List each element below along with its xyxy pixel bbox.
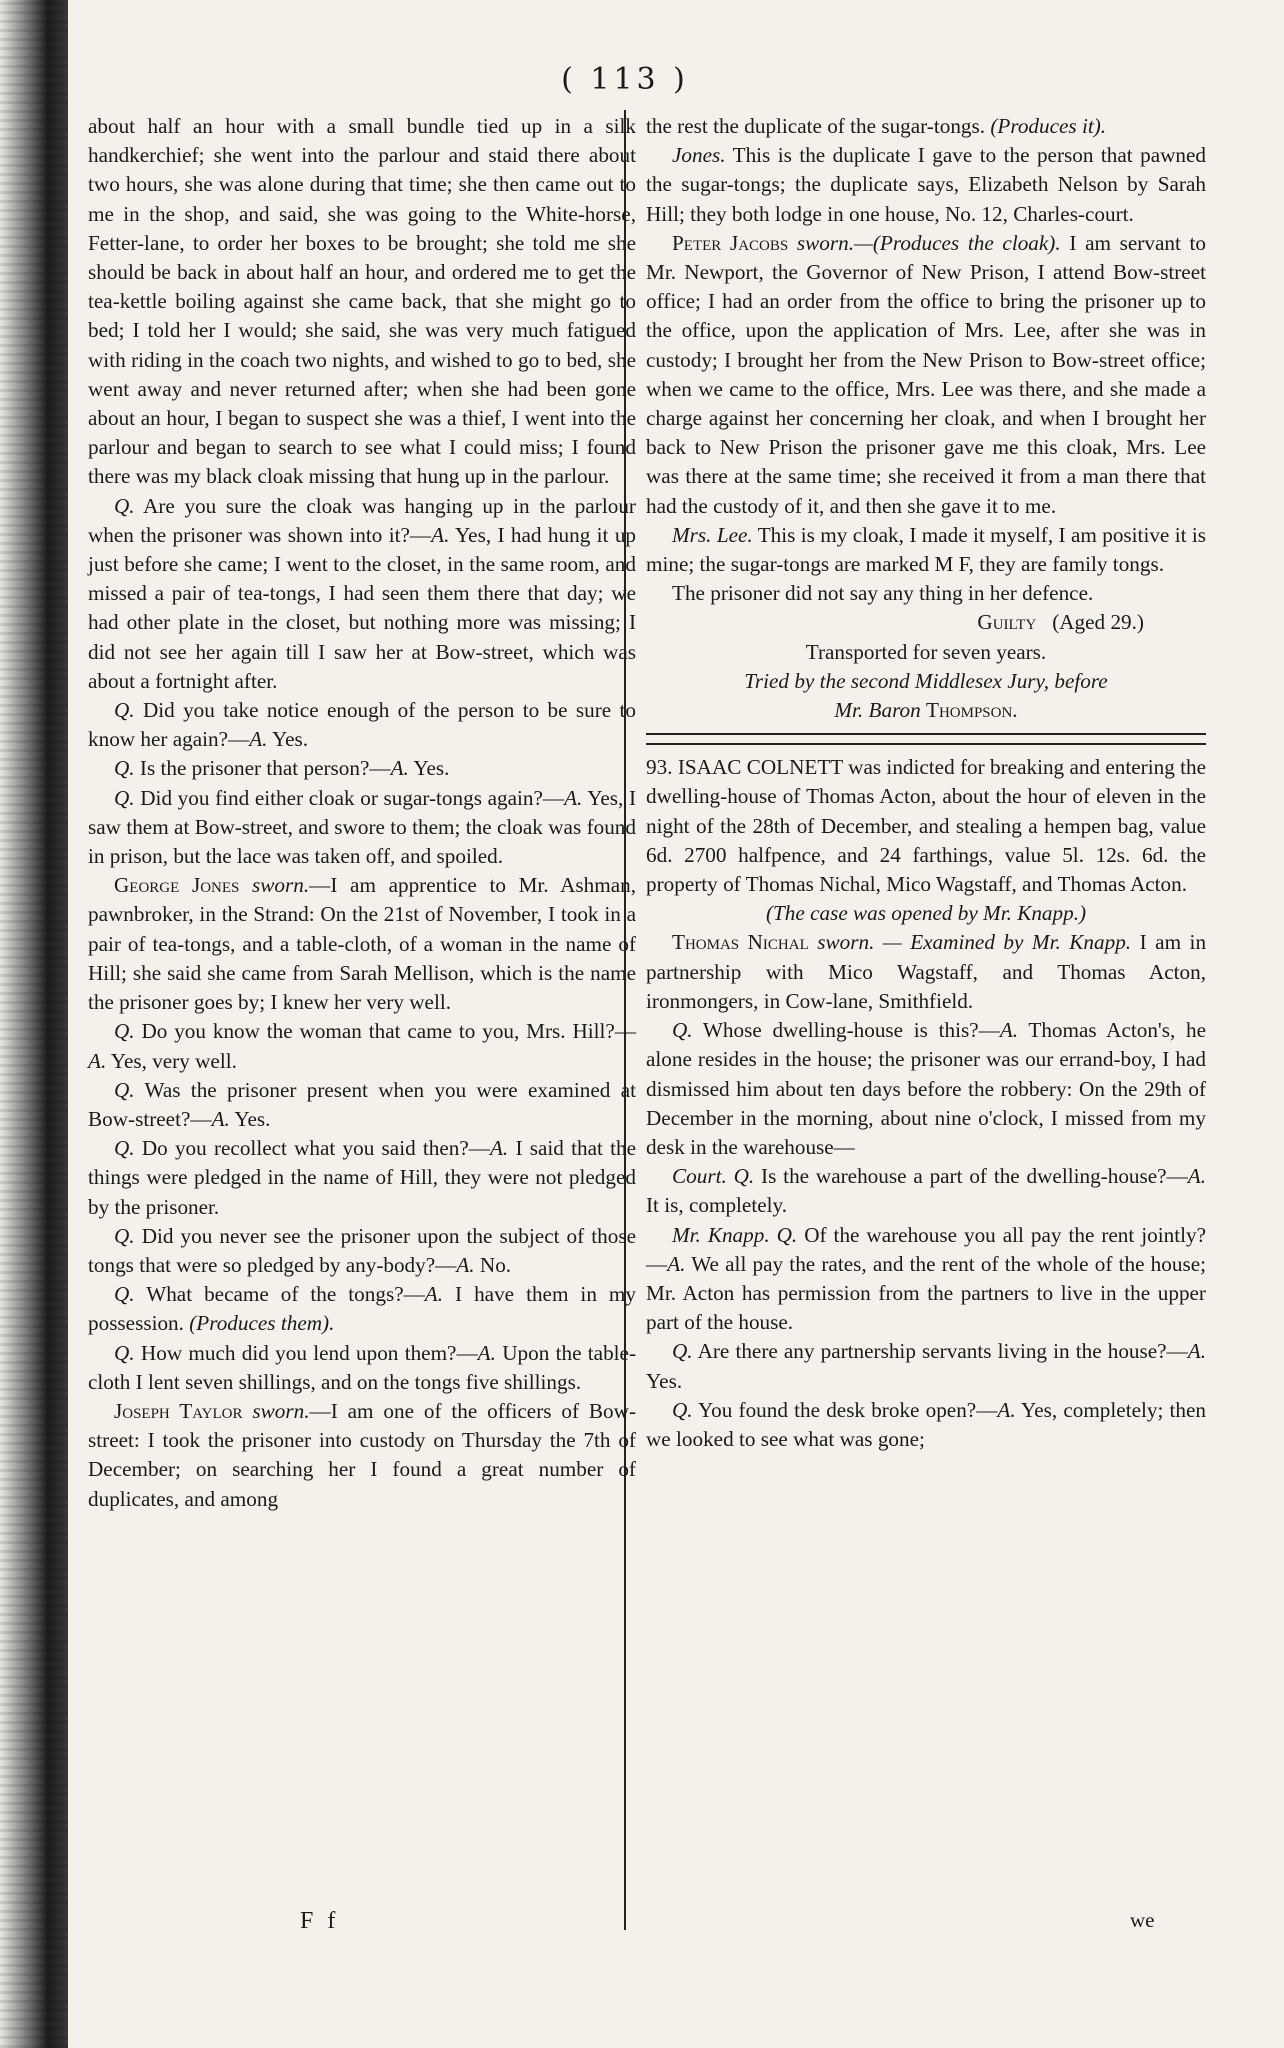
- qa-paragraph: Q. What became of the tongs?—A. I have them in my possession. (Produces them).: [88, 1282, 636, 1336]
- left-column: [88, 112, 636, 1514]
- paragraph: about half an hour with a small bundle tied up in a silk handkerchief; she went into the parlour and staid there about two hours, she was alone during that time; she then came out to me in the shop, and said, she was going to the White-horse, Fetter-lane, to order her boxes to be brought; she told me she should be back in about half an hour, and ordered me to get the tea-kettle boiling against she came back, that she might go to bed; I told her I would; she said, she was very much fatigued with riding in the coach two nights, and wished to go to bed, she went away and never returned after; when she had been gone about an hour, I began to suspect she was a thief, I went into the parlour and began to search to see what I could miss; I found there was my black cloak missing that hung up in the parlour.: [88, 114, 636, 489]
- qa-paragraph: Mr. Knapp. Q. Of the warehouse you all pay the rent jointly?—A. We all pay the rates, and the rent of the whole of the house; Mr. Acton has permission from the partners to live in the upper part of the house.: [646, 1222, 1207, 1335]
- qa-paragraph: Q. Is the prisoner that person?—A. Yes.: [114, 756, 450, 781]
- binding-edge: [0, 0, 68, 2048]
- case-number: 93.: [646, 755, 673, 780]
- qa-paragraph: Q. Did you find either cloak or sugar-tongs again?—A. Yes, I saw them at Bow-street, and swore to them; the cloak was found in prison, but the lace was taken off, and spoiled.: [88, 785, 637, 869]
- signature-mark: F f: [300, 1908, 340, 1934]
- section-rule: [646, 733, 1206, 735]
- qa-paragraph: Q. Did you never see the prisoner upon the subject of those tongs that were so pledged by any-body?—A. No.: [88, 1223, 636, 1277]
- witness-name: Joseph Taylor: [114, 1398, 243, 1423]
- witness-name: Peter Jacobs: [672, 230, 789, 255]
- defendant-name: ISAAC COLNETT: [677, 755, 843, 780]
- qa-paragraph: Q. Whose dwelling-house is this?—A. Thomas Acton's, he alone resides in the house; the prisoner was our errand-boy, I had dismissed him about ten days before the robbery: On the 29th of December in the morning, about nine o'clock, I missed from my desk in the warehouse—: [646, 1018, 1206, 1159]
- witness-paragraph: Joseph Taylor sworn.—I am one of the officers of Bow-street: I took the prisoner into custody on Thursday the 7th of December; on searching her I found a great number of duplicates, and among: [88, 1398, 636, 1511]
- qa-paragraph: Q. You found the desk broke open?—A. Yes, completely; then we looked to see what was gone;: [646, 1397, 1206, 1451]
- tried-line: Tried by the second Middlesex Jury, before Mr. Baron Thompson.: [744, 668, 1108, 723]
- paragraph: the rest the duplicate of the sugar-tongs. (Produces it).: [646, 114, 1107, 138]
- witness-name: Thomas Nichal: [672, 930, 809, 955]
- right-column: [646, 112, 1206, 1454]
- witness-paragraph: George Jones sworn.—I am apprentice to Mr. Ashman, pawnbroker, in the Strand: On the 21st of November, I took in a pair of tea-tongs, and a table-cloth, of a woman in the name of Hill; she said she came from Sarah Mellison, which is the name the prisoner goes by; I knew her very well.: [88, 873, 637, 1015]
- qa-paragraph: Court. Q. Is the warehouse a part of the dwelling-house?—A. It is, completely.: [646, 1164, 1207, 1218]
- defence-line: The prisoner did not say any thing in her defence.: [672, 581, 1094, 606]
- qa-paragraph: Q. Are there any partnership servants living in the house?—A. Yes.: [646, 1339, 1206, 1393]
- case-opened-line: (The case was opened by Mr. Knapp.): [765, 901, 1087, 926]
- sentence-line: Transported for seven years.: [805, 639, 1047, 664]
- witness-paragraph: Peter Jacobs sworn.—(Produces the cloak). I am servant to Mr. Newport, the Governor of New Prison, I attend Bow-street office; I had an order from the office to bring the prisoner up to the office, upon the application of Mrs. Lee, after she was in custody; I brought her from the New Prison to Bow-street office; when we came to the office, Mrs. Lee was there, and she made a charge against her concerning her cloak, and when I brought her back to New Prison the prisoner gave me this cloak, Mrs. Lee was there at the same time; she received it from a man there that had the custody of it, and then she gave it to me.: [646, 230, 1207, 518]
- qa-paragraph: Q. Are you sure the cloak was hanging up in the parlour when the prisoner was shown into it?—A. Yes, I had hung it up just before she came; I went to the closet, in the same room, and missed a pair of tea-tongs, I had seen them there that day; we had other plate in the closet, but nothing more was missing; I did not see her again till I saw her at Bow-street, which was about a fortnight after.: [88, 493, 637, 693]
- case-paragraph: 93. ISAAC COLNETT was indicted for breaking and entering the dwelling-house of Thomas Acton, about the hour of eleven in the night of the 28th of December, and stealing a hempen bag, value 6d. 2700 halfpence, and 24 farthings, value 5l. 12s. 6d. the property of Thomas Nichal, Mico Wagstaff, and Thomas Acton.: [646, 755, 1206, 897]
- witness-paragraph: Mrs. Lee. This is my cloak, I made it myself, I am positive it is mine; the sugar-tongs are marked M F, they are family tongs.: [646, 522, 1207, 577]
- witness-name: George Jones: [114, 873, 240, 898]
- verdict-line: Guilty (Aged 29.): [977, 610, 1144, 635]
- witness-name: Mrs. Lee.: [672, 522, 753, 547]
- qa-paragraph: Q. Did you take notice enough of the person to be sure to know her again?—A. Yes.: [88, 698, 636, 752]
- page-number: ( 113 ): [561, 62, 689, 97]
- catchword: we: [1130, 1908, 1155, 1932]
- witness-paragraph: Thomas Nichal sworn. — Examined by Mr. Knapp. I am in partnership with Mico Wagstaff, and Thomas Acton, ironmongers, in Cow-lane, Smithfield.: [646, 930, 1207, 1013]
- qa-paragraph: Q. Do you know the woman that came to you, Mrs. Hill?—A. Yes, very well.: [88, 1019, 637, 1073]
- qa-paragraph: Q. Do you recollect what you said then?—A. I said that the things were pledged in the name of Hill, they were not pledged by the prisoner.: [88, 1136, 636, 1219]
- witness-name: Jones.: [672, 143, 726, 168]
- section-rule: [646, 743, 1206, 745]
- verdict-label: Guilty: [977, 610, 1037, 635]
- qa-paragraph: Q. How much did you lend upon them?—A. Upon the table-cloth I lent seven shillings, and on the tongs five shillings.: [88, 1340, 637, 1394]
- qa-paragraph: Q. Was the prisoner present when you were examined at Bow-street?—A. Yes.: [88, 1077, 636, 1131]
- witness-paragraph: Jones. This is the duplicate I gave to the person that pawned the sugar-tongs; the duplicate says, Elizabeth Nelson by Sarah Hill; they both lodge in one house, No. 12, Charles-court.: [646, 143, 1206, 226]
